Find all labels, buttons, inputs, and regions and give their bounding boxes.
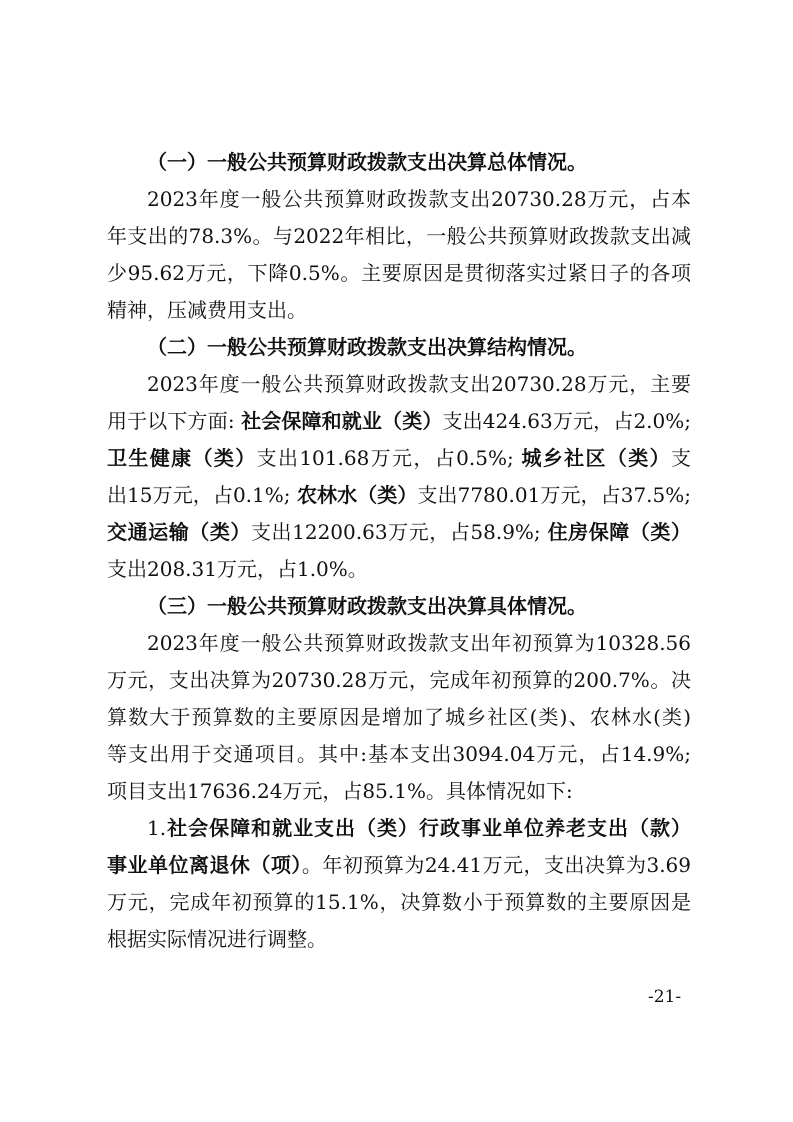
text-run: 支出424.63万元，占2.0%;	[442, 409, 691, 433]
paragraph-line: 2023年度一般公共预算财政拨款支出年初预算为10328.56	[147, 631, 691, 655]
category-label: 城乡社区（类）	[521, 446, 672, 470]
section-heading-2: （二）一般公共预算财政拨款支出决算结构情况。	[147, 335, 587, 359]
paragraph-line: 算数大于预算数的主要原因是增加了城乡社区(类)、农林水(类)	[107, 705, 691, 729]
page-number: -21-	[648, 987, 682, 1007]
paragraph-line: 支出208.31万元，占1.0%。	[107, 557, 368, 581]
paragraph-line: 2023年度一般公共预算财政拨款支出20730.28万元，主要	[147, 372, 691, 396]
text-run: 支	[671, 446, 691, 470]
item-title: 社会保障和就业支出（类）行政事业单位养老支出（款）	[166, 816, 691, 840]
paragraph-line	[107, 847, 691, 884]
paragraph-line: 少95.62万元，下降0.5%。主要原因是贯彻落实过紧日子的各项	[107, 261, 691, 285]
category-label: 交通运输（类）	[107, 520, 251, 544]
text-run: 支出12200.63万元，占58.9%;	[250, 520, 548, 544]
paragraph-line	[107, 440, 691, 477]
item-title: 事业单位离退休（项）	[107, 853, 302, 877]
text-run: 出15万元，占0.1%;	[107, 483, 297, 507]
paragraph-line	[107, 477, 691, 514]
document-body	[107, 144, 691, 958]
paragraph-line: 精神，压减费用支出。	[107, 298, 307, 322]
paragraph-line	[107, 403, 691, 440]
item-number: 1.	[147, 816, 167, 840]
paragraph-line	[107, 514, 691, 551]
text-run: 支出7780.01万元，占37.5%;	[417, 483, 691, 507]
category-label: 农林水（类）	[296, 483, 418, 507]
text-run: 。年初预算为24.41万元，支出决算为3.69	[301, 853, 691, 877]
section-heading-1: （一）一般公共预算财政拨款支出决算总体情况。	[147, 150, 587, 174]
paragraph-line	[107, 810, 691, 847]
section-heading-3: （三）一般公共预算财政拨款支出决算具体情况。	[147, 594, 587, 618]
paragraph-line: 项目支出17636.24万元，占85.1%。具体情况如下:	[107, 779, 573, 803]
paragraph-line: 万元，支出决算为20730.28万元，完成年初预算的200.7%。决	[107, 668, 691, 692]
text-run: 支出101.68万元，占0.5%;	[256, 446, 522, 470]
text-run: 用于以下方面:	[107, 409, 242, 433]
category-label: 社会保障和就业（类）	[241, 409, 443, 433]
category-label: 住房保障（类）	[547, 520, 691, 544]
paragraph-line: 万元，完成年初预算的15.1%，决算数小于预算数的主要原因是	[107, 890, 691, 914]
paragraph-line: 2023年度一般公共预算财政拨款支出20730.28万元，占本	[147, 187, 691, 211]
category-label: 卫生健康（类）	[107, 446, 257, 470]
paragraph-line: 等支出用于交通项目。其中:基本支出3094.04万元，占14.9%;	[107, 742, 691, 766]
paragraph-line: 年支出的78.3%。与2022年相比，一般公共预算财政拨款支出减	[107, 224, 691, 248]
paragraph-line: 根据实际情况进行调整。	[107, 927, 327, 951]
